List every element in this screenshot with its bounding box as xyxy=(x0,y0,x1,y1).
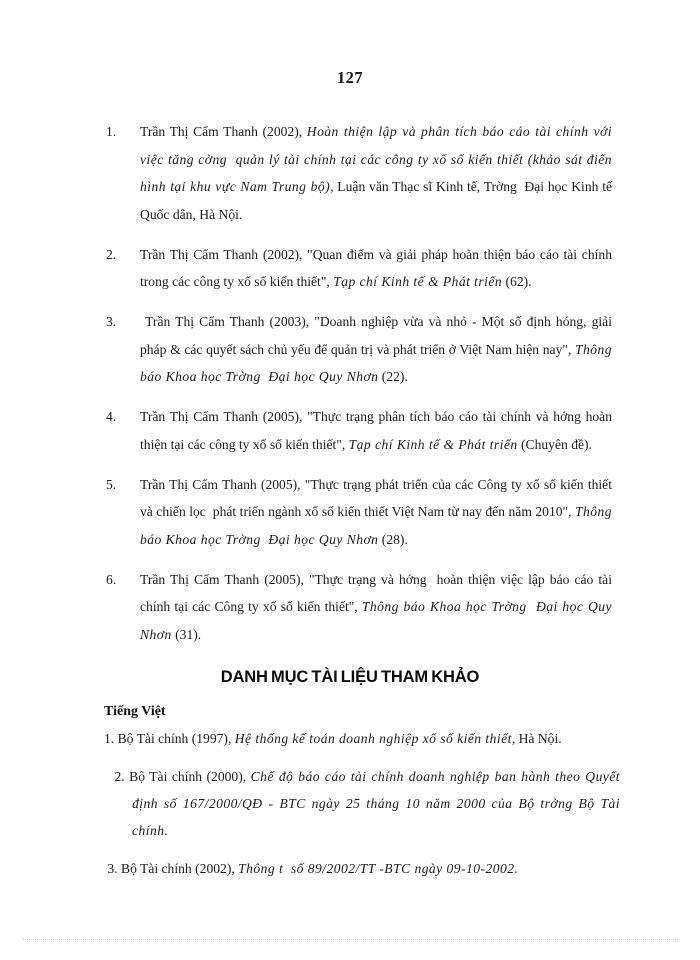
text-run-italic: Tạp chí Kinh tế & Phát triển xyxy=(348,436,518,452)
page-number: 127 xyxy=(337,68,363,87)
publication-item-number: 6. xyxy=(106,571,117,587)
bibliography-entry xyxy=(104,763,624,844)
publication-item-number: 5. xyxy=(106,476,117,492)
scan-artifact-line xyxy=(22,939,678,941)
publication-item xyxy=(104,471,616,554)
text-run: Trần Thị Cẩm Thanh (2003), "Doanh nghiệp vừa và nhỏ - Một số định hóng, giải pháp & các quyết sách chủ yếu để quản trị và phát triển ở Việt Nam hiện nay", xyxy=(140,314,616,357)
bibliography-entry xyxy=(104,855,620,882)
text-run: (31). xyxy=(171,626,202,642)
text-run: 2. Bộ Tài chính (2000), xyxy=(110,769,251,784)
text-run-italic: Thông báo Khoa học Trờng Đại học Quy Nhơn xyxy=(140,341,616,384)
text-run: , Luận văn Thạc sĩ Kinh tế, Trờng Đại học Kinh tế Quốc dân, Hà Nội. xyxy=(140,179,616,222)
publication-item-number: 3. xyxy=(106,314,117,329)
text-run: Trần Thị Cẩm Thanh (2005), "Thực trạng phân tích báo cáo tài chính và hớng hoàn thiện tại các công ty xổ số kiến thiết", xyxy=(140,409,616,452)
publication-item-text xyxy=(140,308,616,391)
bibliography-entry xyxy=(104,725,620,752)
text-run: (22). xyxy=(378,369,408,384)
text-run: Trần Thị Cẩm Thanh (2005), "Thực trạng và hớng hoàn thiện việc lập báo cáo tài chính tại các Công ty xổ số kiến thiết", xyxy=(140,571,616,614)
text-run-italic: Thông báo Khoa học Trờng Đại học Quy Nhơn xyxy=(140,504,616,547)
publication-item-text xyxy=(140,471,616,554)
text-run: 3. Bộ Tài chính (2002), xyxy=(104,861,239,876)
publication-item-text xyxy=(140,241,616,296)
text-run: Trần Thị Cẩm Thanh (2002), "Quan điểm và giải pháp hoàn thiện báo cáo tài chính trong các công ty xổ số kiến thiết", xyxy=(140,246,616,289)
publication-item-text xyxy=(140,118,616,228)
text-run: 1. Bộ Tài chính (1997), xyxy=(104,731,235,746)
text-run: (62). xyxy=(502,274,532,289)
publications-list xyxy=(104,118,616,661)
publication-item-number: 1. xyxy=(106,124,117,139)
publication-item-number: 4. xyxy=(106,409,117,424)
text-run-italic: Hệ thống kế toán doanh nghiệp xổ số kiến thiết xyxy=(234,731,512,746)
publication-item xyxy=(104,403,616,458)
text-run-italic: Tạp chí Kinh tế & Phát triển xyxy=(333,274,503,289)
bibliography-entries xyxy=(104,725,624,882)
text-run: Trần Thị Cẩm Thanh (2002), xyxy=(140,124,307,139)
text-run-italic: Thông báo Khoa học Trờng Đại học Quy Nhơn xyxy=(140,599,616,642)
bibliography-block xyxy=(104,700,624,882)
publication-item xyxy=(104,308,616,391)
bibliography-language-subheading: Tiếng Việt xyxy=(104,704,166,719)
references-section-heading: DANH MỤC TÀI LIỆU THAM KHẢO xyxy=(220,668,480,686)
text-run: (28). xyxy=(378,531,408,547)
text-run: , Hà Nội. xyxy=(511,731,562,746)
text-run-italic: Chế độ báo cáo tài chính doanh nghiệp ban hành theo Quyết định số 167/2000/QĐ - BTC ngày 25 tháng 10 năm 2000 của Bộ trởng Bộ Tài chính. xyxy=(132,769,624,838)
publication-item xyxy=(104,118,616,228)
text-run-italic: Thông t số 89/2002/TT -BTC ngày 09-10-2002. xyxy=(238,861,519,876)
publication-item-number: 2. xyxy=(106,246,117,262)
publication-item xyxy=(104,566,616,649)
publication-item-text xyxy=(140,403,616,458)
publication-item xyxy=(104,241,616,296)
text-run: Trần Thị Cẩm Thanh (2005), "Thực trạng phát triển của các Công ty xổ số kiến thiết và chiến lọc phát triển ngành xổ số kiến thiết Việt Nam từ nay đến năm 2010", xyxy=(140,476,616,519)
publication-item-text xyxy=(140,566,616,649)
text-run-italic: Hoàn thiện lập và phân tích báo cáo tài chính với việc tăng cờng quản lý tài chính tại các công ty xổ số kiến thiết (khảo sát điển hình tại khu vực Nam Trung bộ) xyxy=(140,124,616,194)
text-run: (Chuyên đề). xyxy=(517,436,592,452)
